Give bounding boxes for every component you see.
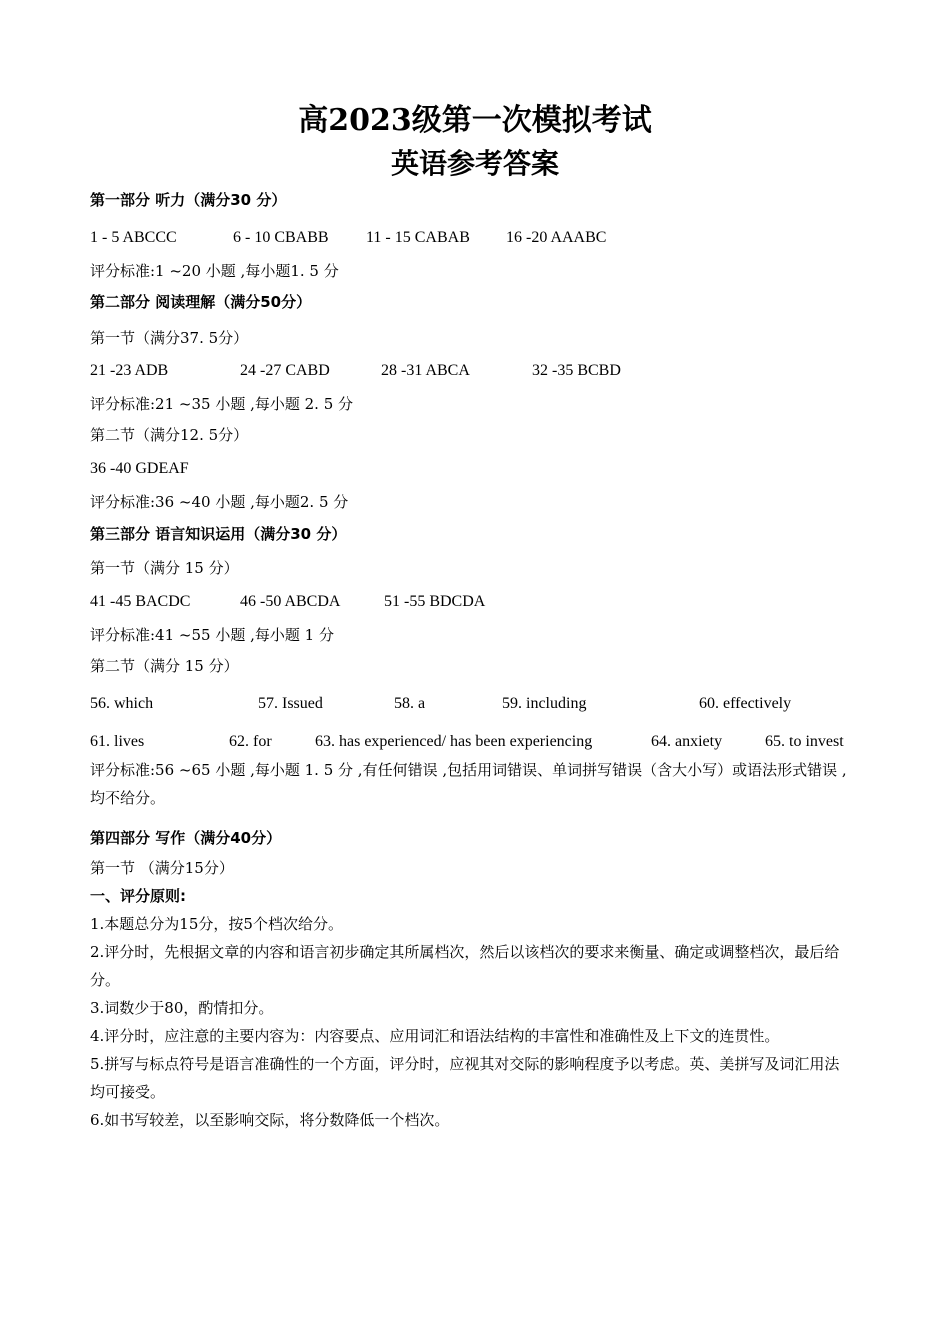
principle-item: 4.评分时，应注意的主要内容为：内容要点、应用词汇和语法结构的丰富性和准确性及上下文的连贯性。	[90, 1027, 780, 1045]
principle-item: 1.本题总分为15分，按5个档次给分。	[90, 915, 343, 933]
part2-section2-heading: 第二节（满分12. 5分）	[90, 426, 249, 444]
part4-heading: 第四部分 写作（满分40分）	[90, 829, 282, 847]
fill-answer: 61. lives	[90, 733, 145, 750]
principle-item: 3.词数少于80，酌情扣分。	[90, 999, 274, 1017]
fill-answer: 59. including	[502, 695, 587, 712]
part2-heading: 第二部分 阅读理解（满分50分）	[90, 293, 312, 311]
answer-group: 46 -50 ABCDA	[240, 593, 341, 610]
fill-answer: 56. which	[90, 695, 154, 712]
fill-answer: 58. a	[394, 695, 426, 712]
part2-section2-criteria: 评分标准:36 ~40 小题 ,每小题2. 5 分	[90, 493, 349, 511]
page-title: 高2023级第一次模拟考试	[298, 103, 652, 138]
answer-group: 32 -35 BCBD	[532, 362, 621, 379]
answer-group: 41 -45 BACDC	[90, 593, 191, 610]
fill-answer: 57. Issued	[258, 695, 323, 712]
part3-section1-criteria: 评分标准:41 ~55 小题 ,每小题 1 分	[90, 626, 334, 644]
principle-item: 2.评分时，先根据文章的内容和语言初步确定其所属档次，然后以该档次的要求来衡量、确定或调整档次，最后给分。	[90, 943, 840, 989]
principle-item: 6.如书写较差，以至影响交际，将分数降低一个档次。	[90, 1111, 450, 1129]
principle-item: 5.拼写与标点符号是语言准确性的一个方面，评分时，应视其对交际的影响程度予以考虑。英、美拼写及词汇用法均可接受。	[90, 1055, 840, 1101]
answer-group: 51 -55 BDCDA	[384, 593, 486, 610]
principles-heading: 一、评分原则:	[90, 887, 186, 905]
part4-section1-heading: 第一节 （满分15分）	[90, 859, 234, 877]
answer-group: 1 - 5 ABCCC	[90, 229, 177, 246]
part1-criteria: 评分标准:1 ~20 小题 ,每小题1. 5 分	[90, 262, 339, 280]
answer-group: 16 -20 AAABC	[506, 229, 607, 246]
answer-group: 28 -31 ABCA	[381, 362, 470, 379]
principles-list	[90, 910, 850, 1134]
fill-answer: 64. anxiety	[651, 733, 723, 750]
part3-heading: 第三部分 语言知识运用（满分30 分）	[90, 525, 347, 543]
fill-answer: 60. effectively	[699, 695, 792, 712]
part3-section1-heading: 第一节（满分 15 分）	[90, 559, 239, 577]
part2-section1-criteria: 评分标准:21 ~35 小题 ,每小题 2. 5 分	[90, 395, 354, 413]
fill-answer: 63. has experienced/ has been experiencing	[315, 733, 593, 750]
part3-section2-criteria: 评分标准:56 ~65 小题 ,每小题 1. 5 分 ,有任何错误 ,包括用词错误、单词拼写错误（含大小写）或语法形式错误 ,均不给分。	[90, 761, 847, 807]
part3-section2-heading: 第二节（满分 15 分）	[90, 657, 239, 675]
answer-group: 11 - 15 CABAB	[366, 229, 470, 246]
answer-group: 21 -23 ADB	[90, 362, 169, 379]
part2-section2-answers: 36 -40 GDEAF	[90, 460, 189, 477]
fill-answer: 62. for	[229, 733, 272, 750]
page-subtitle: 英语参考答案	[390, 147, 559, 180]
answer-group: 24 -27 CABD	[240, 362, 330, 379]
part1-heading: 第一部分 听力（满分30 分）	[90, 191, 287, 209]
answer-group: 6 - 10 CBABB	[233, 229, 329, 246]
part2-section1-heading: 第一节（满分37. 5分）	[90, 329, 249, 347]
fill-answer: 65. to invest	[765, 733, 844, 750]
